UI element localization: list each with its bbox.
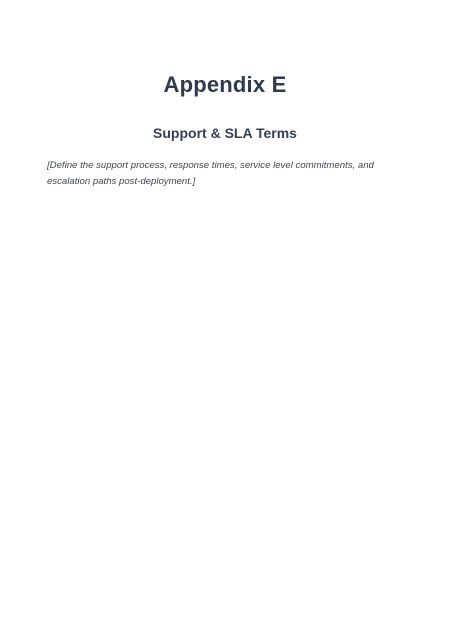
section-heading: Support & SLA Terms [153,125,297,141]
page-title: Appendix E [163,72,287,97]
placeholder-text: [Define the support process, response times, service level commitments, and escalation paths post-deployment.] [47,160,374,187]
